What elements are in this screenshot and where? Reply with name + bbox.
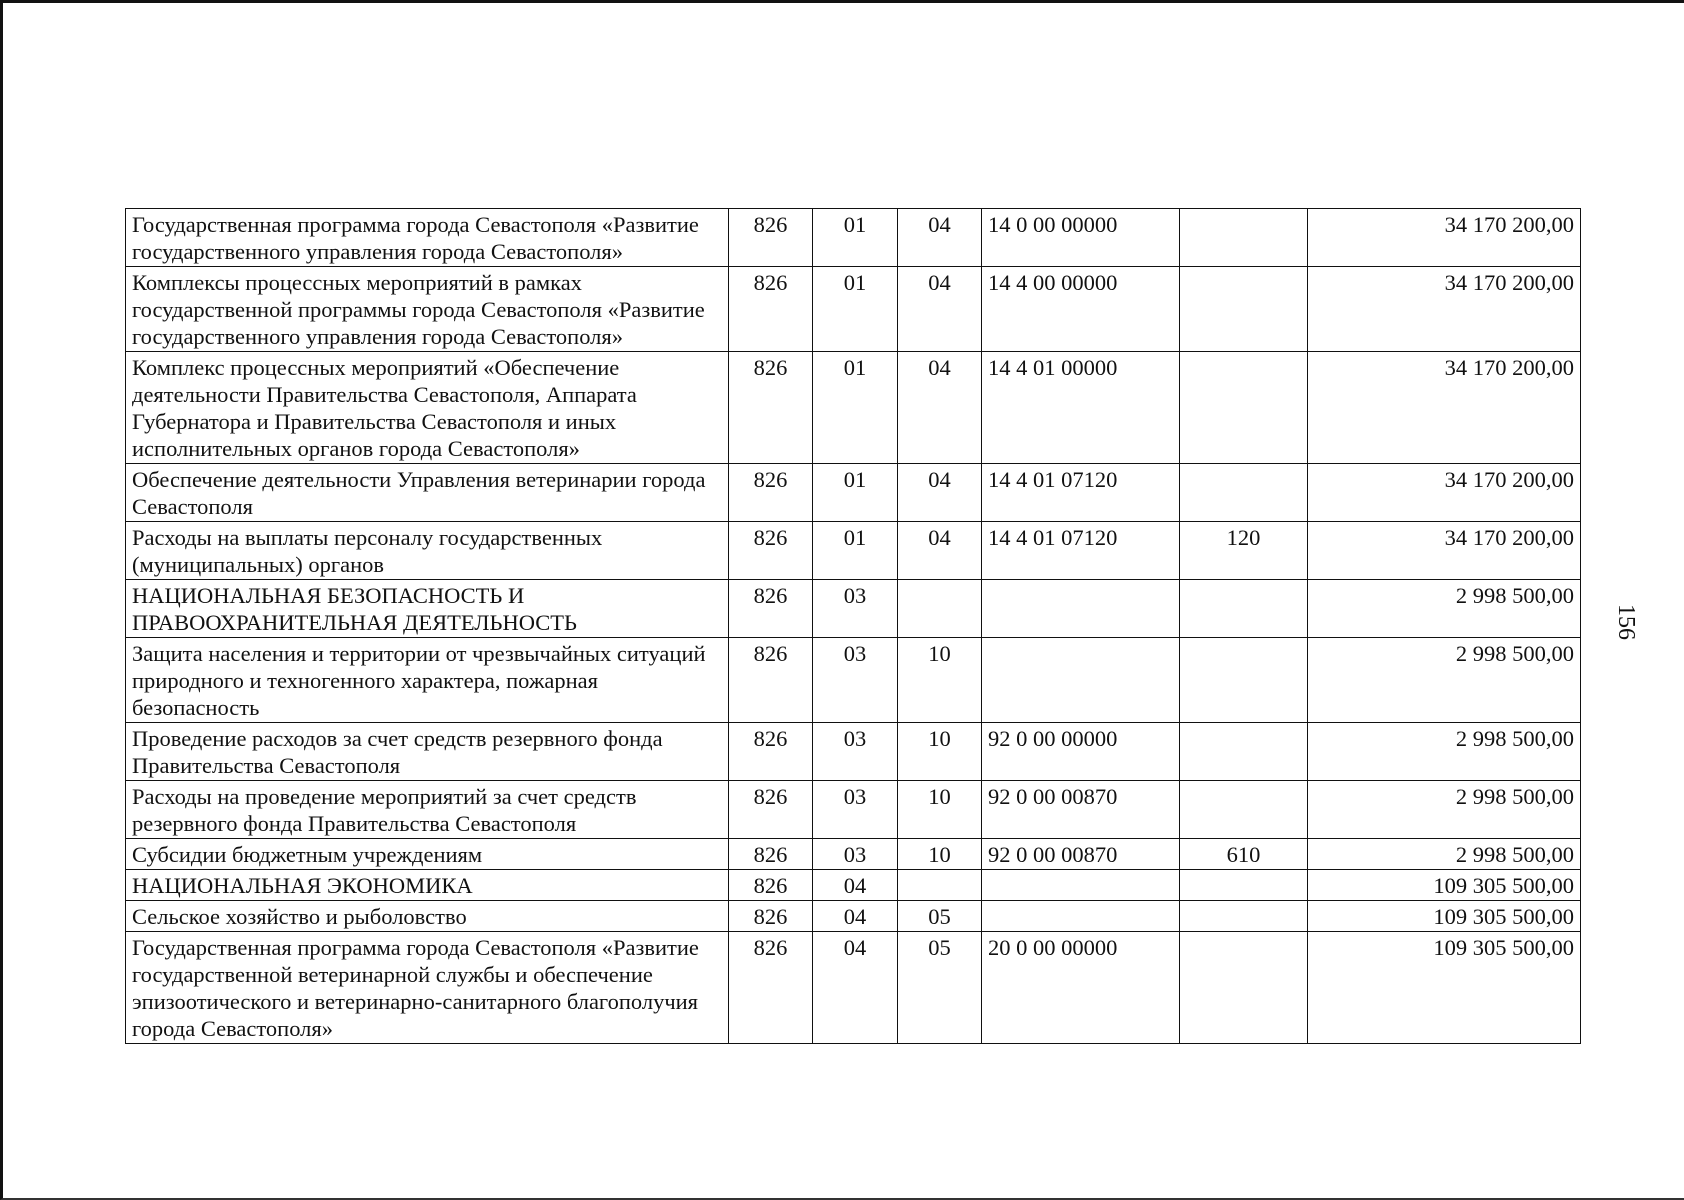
row-department-code: 826 [729,209,813,267]
row-section-code: 03 [813,839,898,870]
row-department-code: 826 [729,781,813,839]
row-department-code: 826 [729,522,813,580]
row-expense-type [1180,580,1308,638]
row-amount: 34 170 200,00 [1308,352,1581,464]
row-name: Комплекс процессных мероприятий «Обеспечение деятельности Правительства Севастополя, Аппарата Губернатора и Правительства Севастополя и иных исполнительных органов города Севастополя» [126,352,729,464]
row-section-code: 01 [813,464,898,522]
row-subsection-code: 04 [898,352,982,464]
row-name: НАЦИОНАЛЬНАЯ ЭКОНОМИКА [126,870,729,901]
row-amount: 109 305 500,00 [1308,901,1581,932]
row-amount: 2 998 500,00 [1308,781,1581,839]
table-row [126,901,1581,932]
row-name: Государственная программа города Севастополя «Развитие государственного управления города Севастополя» [126,209,729,267]
row-amount: 2 998 500,00 [1308,638,1581,723]
row-amount: 2 998 500,00 [1308,839,1581,870]
table-row [126,932,1581,1044]
row-subsection-code: 10 [898,781,982,839]
row-section-code: 03 [813,723,898,781]
row-subsection-code: 04 [898,267,982,352]
page-number: 156 [1613,604,1639,640]
row-expense-type [1180,352,1308,464]
table-row [126,522,1581,580]
row-subsection-code [898,870,982,901]
row-expense-type [1180,267,1308,352]
budget-table [125,208,1581,1044]
row-expense-type: 610 [1180,839,1308,870]
row-target-article [982,870,1180,901]
row-department-code: 826 [729,267,813,352]
row-amount: 34 170 200,00 [1308,522,1581,580]
row-name: НАЦИОНАЛЬНАЯ БЕЗОПАСНОСТЬ И ПРАВООХРАНИТЕЛЬНАЯ ДЕЯТЕЛЬНОСТЬ [126,580,729,638]
row-department-code: 826 [729,464,813,522]
row-expense-type [1180,781,1308,839]
row-target-article: 14 4 01 07120 [982,522,1180,580]
row-target-article [982,901,1180,932]
row-expense-type [1180,870,1308,901]
row-name: Сельское хозяйство и рыболовство [126,901,729,932]
table-row [126,870,1581,901]
row-amount: 34 170 200,00 [1308,267,1581,352]
row-target-article: 14 0 00 00000 [982,209,1180,267]
table-row [126,267,1581,352]
row-section-code: 01 [813,522,898,580]
budget-table-container [125,208,1580,1044]
row-department-code: 826 [729,638,813,723]
row-department-code: 826 [729,901,813,932]
row-target-article: 92 0 00 00000 [982,723,1180,781]
row-target-article: 92 0 00 00870 [982,839,1180,870]
row-department-code: 826 [729,839,813,870]
row-section-code: 04 [813,870,898,901]
row-target-article: 14 4 01 07120 [982,464,1180,522]
row-department-code: 826 [729,580,813,638]
row-expense-type [1180,723,1308,781]
row-name: Субсидии бюджетным учреждениям [126,839,729,870]
row-section-code: 04 [813,901,898,932]
row-name: Расходы на проведение мероприятий за счет средств резервного фонда Правительства Севастополя [126,781,729,839]
row-expense-type [1180,901,1308,932]
row-amount: 2 998 500,00 [1308,580,1581,638]
row-expense-type: 120 [1180,522,1308,580]
row-target-article: 14 4 01 00000 [982,352,1180,464]
row-expense-type [1180,638,1308,723]
row-target-article: 14 4 00 00000 [982,267,1180,352]
table-row [126,839,1581,870]
table-row [126,781,1581,839]
row-subsection-code: 10 [898,638,982,723]
row-target-article [982,638,1180,723]
row-name: Защита населения и территории от чрезвычайных ситуаций природного и техногенного характера, пожарная безопасность [126,638,729,723]
row-amount: 2 998 500,00 [1308,723,1581,781]
row-name: Обеспечение деятельности Управления ветеринарии города Севастополя [126,464,729,522]
row-target-article: 20 0 00 00000 [982,932,1180,1044]
table-row [126,638,1581,723]
table-row [126,723,1581,781]
row-target-article [982,580,1180,638]
row-section-code: 01 [813,352,898,464]
row-section-code: 01 [813,209,898,267]
row-target-article: 92 0 00 00870 [982,781,1180,839]
row-amount: 34 170 200,00 [1308,209,1581,267]
row-name: Проведение расходов за счет средств резервного фонда Правительства Севастополя [126,723,729,781]
row-subsection-code [898,580,982,638]
row-section-code: 03 [813,638,898,723]
row-name: Расходы на выплаты персоналу государственных (муниципальных) органов [126,522,729,580]
table-row [126,352,1581,464]
table-body [126,209,1581,1044]
row-amount: 109 305 500,00 [1308,932,1581,1044]
row-section-code: 03 [813,781,898,839]
row-name: Государственная программа города Севастополя «Развитие государственной ветеринарной службы и обеспечение эпизоотического и ветеринарно-санитарного благополучия города Севастополя» [126,932,729,1044]
row-expense-type [1180,932,1308,1044]
row-subsection-code: 04 [898,522,982,580]
row-subsection-code: 10 [898,723,982,781]
row-department-code: 826 [729,352,813,464]
row-department-code: 826 [729,723,813,781]
row-section-code: 03 [813,580,898,638]
row-department-code: 826 [729,870,813,901]
row-subsection-code: 04 [898,464,982,522]
row-name: Комплексы процессных мероприятий в рамках государственной программы города Севастополя «Развитие государственного управления города Севастополя» [126,267,729,352]
row-section-code: 04 [813,932,898,1044]
row-subsection-code: 04 [898,209,982,267]
row-subsection-code: 10 [898,839,982,870]
row-amount: 34 170 200,00 [1308,464,1581,522]
table-row [126,209,1581,267]
row-section-code: 01 [813,267,898,352]
table-row [126,580,1581,638]
row-amount: 109 305 500,00 [1308,870,1581,901]
row-subsection-code: 05 [898,901,982,932]
row-department-code: 826 [729,932,813,1044]
row-subsection-code: 05 [898,932,982,1044]
row-expense-type [1180,464,1308,522]
table-row [126,464,1581,522]
row-expense-type [1180,209,1308,267]
